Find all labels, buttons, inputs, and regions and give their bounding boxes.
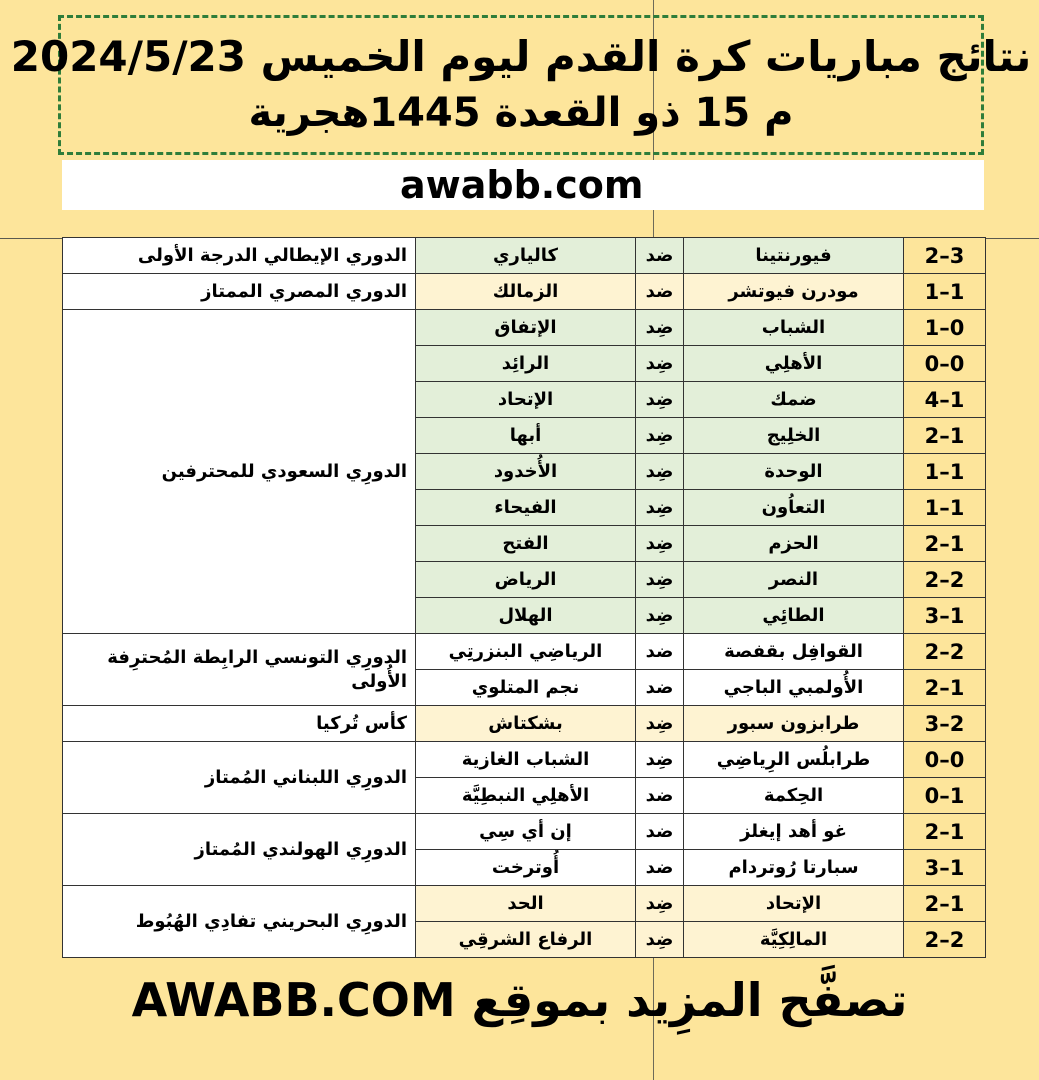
home-team-cell: طرابزون سبور [684, 706, 904, 742]
score-cell: 0–0 [904, 346, 986, 382]
score-cell: 3–2 [904, 238, 986, 274]
vs-cell: ضِد [636, 922, 684, 958]
table-row [63, 634, 986, 670]
home-team-cell: المالِكِيَّة [684, 922, 904, 958]
score-cell: 2–3 [904, 706, 986, 742]
vs-cell: ضد [636, 238, 684, 274]
site-url: awabb.com [400, 163, 644, 207]
page-subtitle: م 15 ذو القعدة 1445هجرية [248, 90, 794, 136]
score-cell: 1–1 [904, 274, 986, 310]
vs-cell: ضد [636, 778, 684, 814]
league-cell: الدوري الإيطالي الدرجة الأولى [63, 238, 416, 274]
league-cell: الدورِي التونسي الرابِطة المُحترِفة الأُولى [63, 634, 416, 706]
league-cell: الدورِي البحريني تفادِي الهُبُوط [63, 886, 416, 958]
away-team-cell: الفيحاء [416, 490, 636, 526]
table-row [63, 886, 986, 922]
score-cell: 1–1 [904, 454, 986, 490]
score-cell: 0–0 [904, 742, 986, 778]
away-team-cell: الحد [416, 886, 636, 922]
score-cell: 1–4 [904, 382, 986, 418]
vs-cell: ضد [636, 634, 684, 670]
home-team-cell: الأُولمبي الباجي [684, 670, 904, 706]
away-team-cell: الشباب الغازية [416, 742, 636, 778]
vs-cell: ضِد [636, 454, 684, 490]
score-cell: 1–2 [904, 670, 986, 706]
vs-cell: ضد [636, 274, 684, 310]
home-team-cell: الأهلِي [684, 346, 904, 382]
vs-cell: ضد [636, 850, 684, 886]
home-team-cell: النصر [684, 562, 904, 598]
away-team-cell: أُوترخت [416, 850, 636, 886]
score-cell: 0–1 [904, 310, 986, 346]
vs-cell: ضِد [636, 562, 684, 598]
header-box [10, 15, 1032, 155]
league-cell: الدورِي السعودي للمحترفين [63, 310, 416, 634]
league-cell: كأس تُركيا [63, 706, 416, 742]
away-team-cell: أبها [416, 418, 636, 454]
vs-cell: ضِد [636, 346, 684, 382]
footer-promo: تصفَّح المزِيد بموقِع AWABB.COM [131, 973, 908, 1027]
score-cell: 2–2 [904, 922, 986, 958]
vs-cell: ضِد [636, 598, 684, 634]
home-team-cell: الوحدة [684, 454, 904, 490]
away-team-cell: نجم المتلوي [416, 670, 636, 706]
league-cell: الدوري المصري الممتاز [63, 274, 416, 310]
home-team-cell: فيورنتينا [684, 238, 904, 274]
home-team-cell: سبارتا رُوتردام [684, 850, 904, 886]
vs-cell: ضِد [636, 310, 684, 346]
score-cell: 2–2 [904, 562, 986, 598]
home-team-cell: الإتحاد [684, 886, 904, 922]
away-team-cell: الأهلِي النبطِيَّة [416, 778, 636, 814]
home-team-cell: الطائِي [684, 598, 904, 634]
away-team-cell: الإتحاد [416, 382, 636, 418]
score-cell: 1–0 [904, 778, 986, 814]
vs-cell: ضِد [636, 490, 684, 526]
away-team-cell: الأُخدود [416, 454, 636, 490]
score-cell: 1–3 [904, 850, 986, 886]
away-team-cell: الفتح [416, 526, 636, 562]
vs-cell: ضِد [636, 382, 684, 418]
home-team-cell: طرابلُس الرِياضِي [684, 742, 904, 778]
away-team-cell: كالياري [416, 238, 636, 274]
table-row [63, 310, 986, 346]
away-team-cell: الرفاع الشرقِي [416, 922, 636, 958]
home-team-cell: غو أهد إيغلز [684, 814, 904, 850]
home-team-cell: الحِكمة [684, 778, 904, 814]
vs-cell: ضِد [636, 418, 684, 454]
table-row [63, 814, 986, 850]
score-cell: 1–2 [904, 418, 986, 454]
table-row [63, 706, 986, 742]
table-row [63, 742, 986, 778]
away-team-cell: الرياضِي البنزرتِي [416, 634, 636, 670]
table-row [63, 238, 986, 274]
score-cell: 1–3 [904, 598, 986, 634]
home-team-cell: ضمك [684, 382, 904, 418]
vs-cell: ضِد [636, 742, 684, 778]
away-team-cell: الزمالك [416, 274, 636, 310]
vs-cell: ضد [636, 814, 684, 850]
away-team-cell: الهلال [416, 598, 636, 634]
table-row [63, 274, 986, 310]
home-team-cell: التعاُون [684, 490, 904, 526]
away-team-cell: الرياض [416, 562, 636, 598]
away-team-cell: الإتفاق [416, 310, 636, 346]
vs-cell: ضِد [636, 706, 684, 742]
home-team-cell: الحزم [684, 526, 904, 562]
score-cell: 1–2 [904, 526, 986, 562]
vs-cell: ضد [636, 670, 684, 706]
vs-cell: ضِد [636, 526, 684, 562]
home-team-cell: مودرن فيوتشر [684, 274, 904, 310]
home-team-cell: القوافِل بقفصة [684, 634, 904, 670]
vs-cell: ضِد [636, 886, 684, 922]
score-cell: 1–2 [904, 886, 986, 922]
page-title: نتائج مباريات كرة القدم ليوم الخميس 2024/5/23 [10, 32, 1032, 81]
away-team-cell: الرائِد [416, 346, 636, 382]
home-team-cell: الخلِيج [684, 418, 904, 454]
away-team-cell: إن أي سِي [416, 814, 636, 850]
away-team-cell: بشكتاش [416, 706, 636, 742]
score-cell: 2–2 [904, 634, 986, 670]
league-cell: الدورِي اللبناني المُمتاز [63, 742, 416, 814]
league-cell: الدورِي الهولندي المُمتاز [63, 814, 416, 886]
results-table [62, 237, 986, 958]
score-cell: 1–2 [904, 814, 986, 850]
score-cell: 1–1 [904, 490, 986, 526]
home-team-cell: الشباب [684, 310, 904, 346]
